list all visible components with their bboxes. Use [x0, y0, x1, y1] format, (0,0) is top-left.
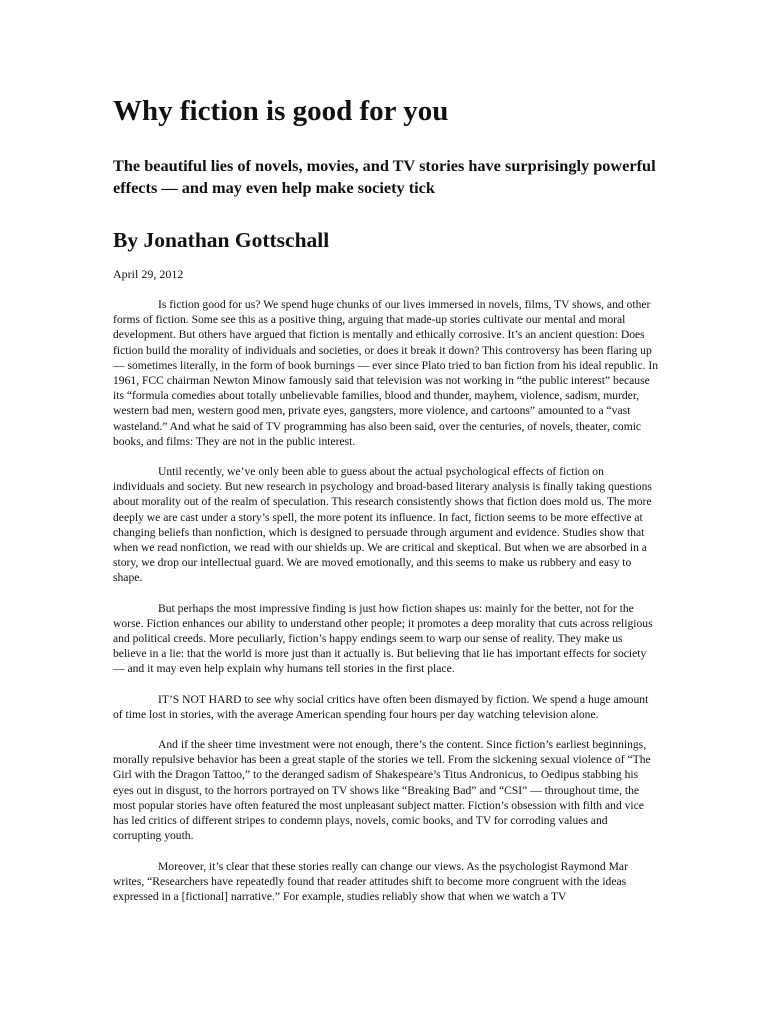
body-paragraph-6: Moreover, it’s clear that these stories really can change our views. As the psychologist Raymond Mar writes, “Researchers have repeatedly found that reader attitudes shift to become more congruent with the ideas expressed in a [fictional] narrative.” For example, studies reliably show that when we watch a TV: [113, 859, 628, 903]
article-byline: By Jonathan Gottschall: [113, 228, 330, 252]
body-paragraph-2: Until recently, we’ve only been able to guess about the actual psychological effects of fiction on individuals and society. But new research in psychology and broad-based literary analysis is finally taking questions about morality out of the realm of speculation. This research consistently shows that fiction does mold us. The more deeply we are cast under a story’s spell, the more potent its influence. In fact, fiction seems to be more effective at changing beliefs than nonfiction, which is designed to persuade through argument and evidence. Studies show that when we read nonfiction, we read with our shields up. We are critical and skeptical. But when we are absorbed in a story, we drop our intellectual guard. We are moved emotionally, and this seems to make us rubbery and easy to shape.: [113, 465, 652, 585]
article-title: Why fiction is good for you: [113, 95, 449, 127]
article-body: [113, 297, 658, 919]
article-subtitle: The beautiful lies of novels, movies, and TV stories have surprisingly powerful effects — and may even help make society tick: [113, 156, 656, 197]
article-date: April 29, 2012: [113, 267, 184, 281]
body-paragraph-5: And if the sheer time investment were not enough, there’s the content. Since fiction’s earliest beginnings, morally repulsive behavior has been a great staple of the stories we tell. From the sickening sexual violence of “The Girl with the Dragon Tattoo,” to the deranged sadism of Shakespeare’s Titus Andronicus, to Oedipus stabbing his eyes out in disgust, to the horrors portrayed on TV shows like “Breaking Bad” and “CSI” — throughout time, the most popular stories have often featured the most unpleasant subject matter. Fiction’s obsession with filth and vice has led critics of different stripes to condemn plays, novels, comic books, and TV for corroding values and corrupting youth.: [113, 738, 651, 843]
body-paragraph-4: IT’S NOT HARD to see why social critics have often been dismayed by fiction. We spend a huge amount of time lost in stories, with the average American spending four hours per day watching television alone.: [113, 692, 649, 721]
body-paragraph-3: But perhaps the most impressive finding is just how fiction shapes us: mainly for the better, not for the worse. Fiction enhances our ability to understand other people; it promotes a deep morality that cuts across religious and political creeds. More peculiarly, fiction’s happy endings seem to warp our sense of reality. They make us believe in a lie: that the world is more just than it actually is. But believing that lie has important effects for society — and it may even help explain why humans tell stories in the first place.: [113, 601, 653, 676]
body-paragraph-1: Is fiction good for us? We spend huge chunks of our lives immersed in novels, films, TV shows, and other forms of fiction. Some see this as a positive thing, arguing that made-up stories cultivate our mental and moral development. But others have argued that fiction is mentally and ethically corrosive. It’s an ancient question: Does fiction build the morality of individuals and societies, or does it break it down? This controversy has been flaring up — sometimes literally, in the form of book burnings — ever since Plato tried to ban fiction from his ideal republic. In 1961, FCC chairman Newton Minow famously said that television was not working in “the public interest” because its “formula comedies about totally unbelievable families, blood and thunder, mayhem, violence, sadism, murder, western bad men, western good men, private eyes, gangsters, more violence, and cartoons” amounted to a “vast wasteland.” And what he said of TV programming has also been said, over the centuries, of novels, theater, comic books, and films: They are not in the public interest.: [113, 298, 658, 448]
